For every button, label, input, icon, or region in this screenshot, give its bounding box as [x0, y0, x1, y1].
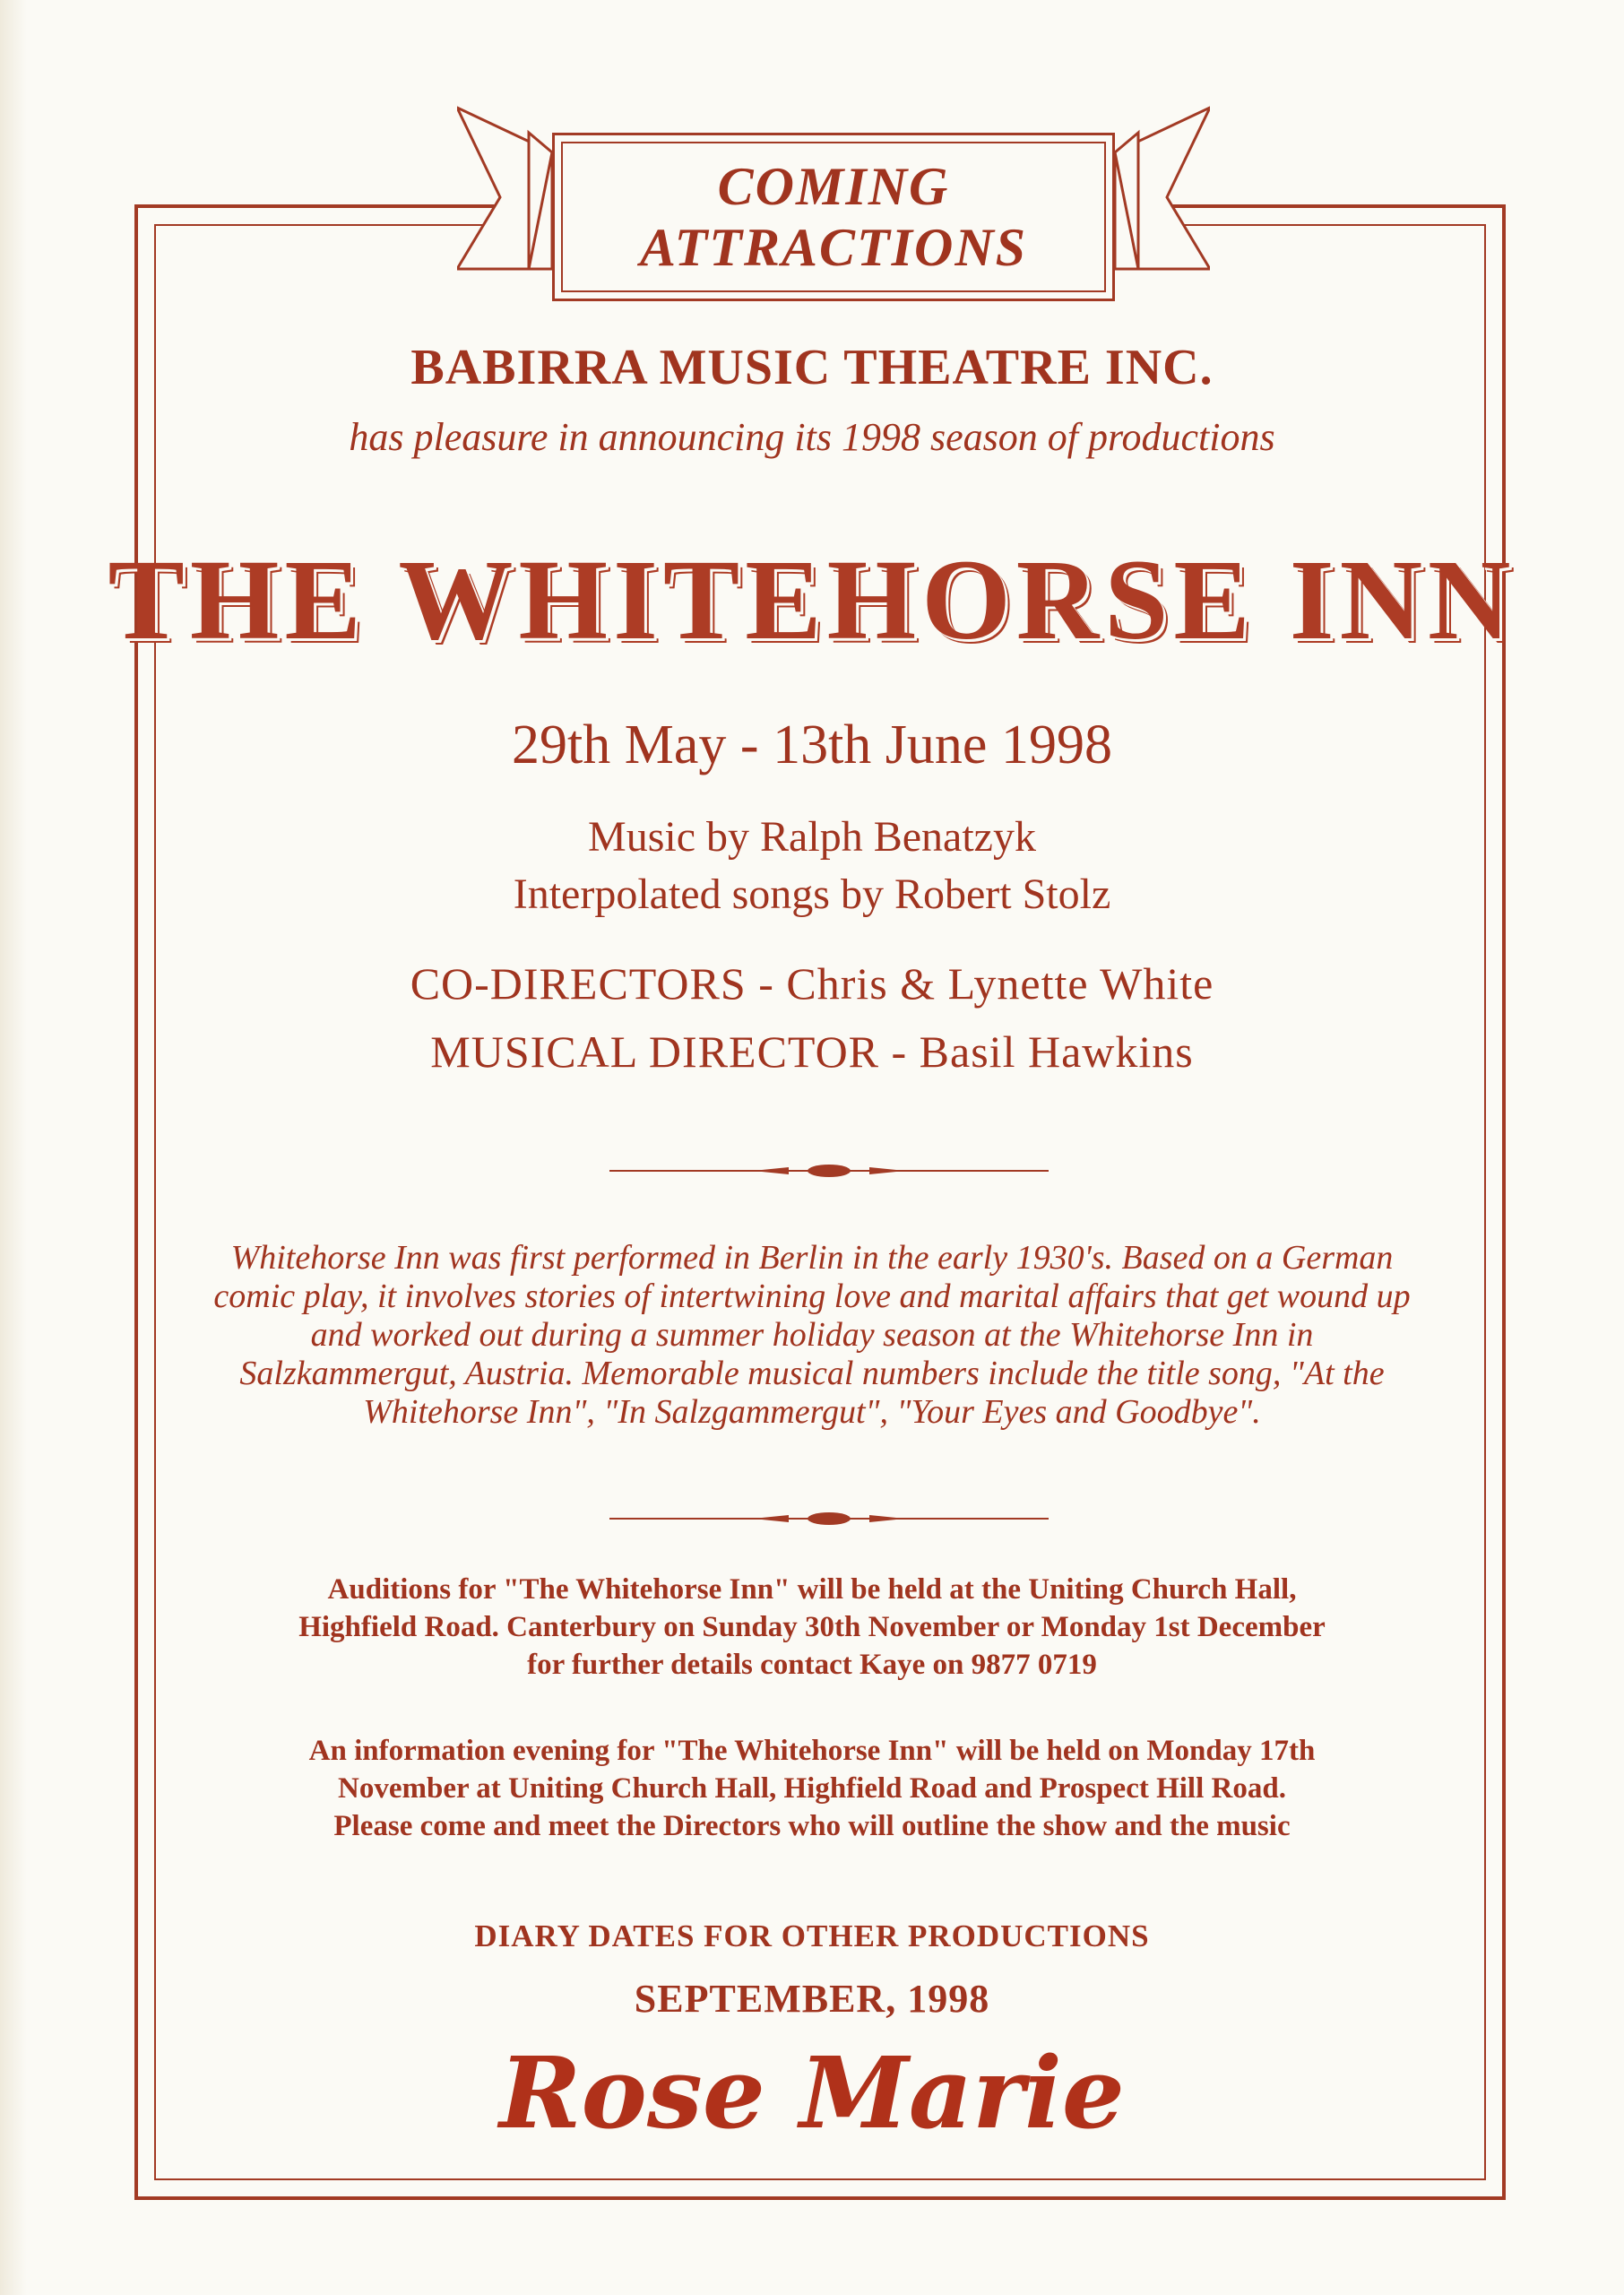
show-title: THE WHITEHORSE INN — [108, 536, 1516, 663]
show-description: Whitehorse Inn was first performed in Berlin in the early 1930's. Based on a German comic play, it involves stories of intertwining love and marital affairs that get wound up and worked out during a summer holiday season at the Whitehorse Inn in Salzkammergut, Austria. Memorable musical numbers include the title song, "At the Whitehorse Inn", "In Salzgammergut", "Your Eyes and Goodbye". — [213, 1239, 1411, 1431]
inner-border — [154, 224, 1486, 2180]
info-line-2: November at Uniting Church Hall, Highfield Road and Prospect Hill Road. — [338, 1772, 1286, 1805]
co-directors: CO-DIRECTORS - Chris & Lynette White — [410, 958, 1214, 1009]
auditions-notice — [215, 1571, 1409, 1684]
banner-line-2: ATTRACTIONS — [639, 218, 1028, 277]
next-production-title: Rose Marie — [499, 2035, 1125, 2151]
musical-director: MUSICAL DIRECTOR - Basil Hawkins — [430, 1026, 1194, 1077]
organization-name: BABIRRA MUSIC THEATRE INC. — [410, 340, 1214, 395]
auditions-line-2: Highfield Road. Canterbury on Sunday 30th November or Monday 1st December — [298, 1611, 1326, 1643]
diary-dates-heading: DIARY DATES FOR OTHER PRODUCTIONS — [474, 1918, 1150, 1953]
info-line-3: Please come and meet the Directors who will outline the show and the music — [333, 1810, 1291, 1842]
ornament-divider-icon — [609, 1162, 1049, 1180]
songs-credit: Interpolated songs by Robert Stolz — [513, 870, 1111, 918]
auditions-line-3: for further details contact Kaye on 9877 0719 — [527, 1649, 1097, 1681]
season-tagline: has pleasure in announcing its 1998 season of productions — [349, 415, 1275, 459]
auditions-line-1: Auditions for "The Whitehorse Inn" will be held at the Uniting Church Hall, — [327, 1573, 1297, 1606]
information-evening-notice — [215, 1732, 1409, 1845]
coming-attractions-banner — [457, 99, 1210, 305]
ornament-divider-icon — [609, 1510, 1049, 1528]
show-dates: 29th May - 13th June 1998 — [512, 714, 1112, 775]
diary-month: SEPTEMBER, 1998 — [634, 1977, 990, 2021]
banner-line-1: COMING — [717, 157, 950, 216]
banner-box — [552, 133, 1115, 301]
music-credit: Music by Ralph Benatzyk — [588, 813, 1036, 861]
info-line-1: An information evening for "The Whitehorse Inn" will be held on Monday 17th — [308, 1735, 1316, 1767]
